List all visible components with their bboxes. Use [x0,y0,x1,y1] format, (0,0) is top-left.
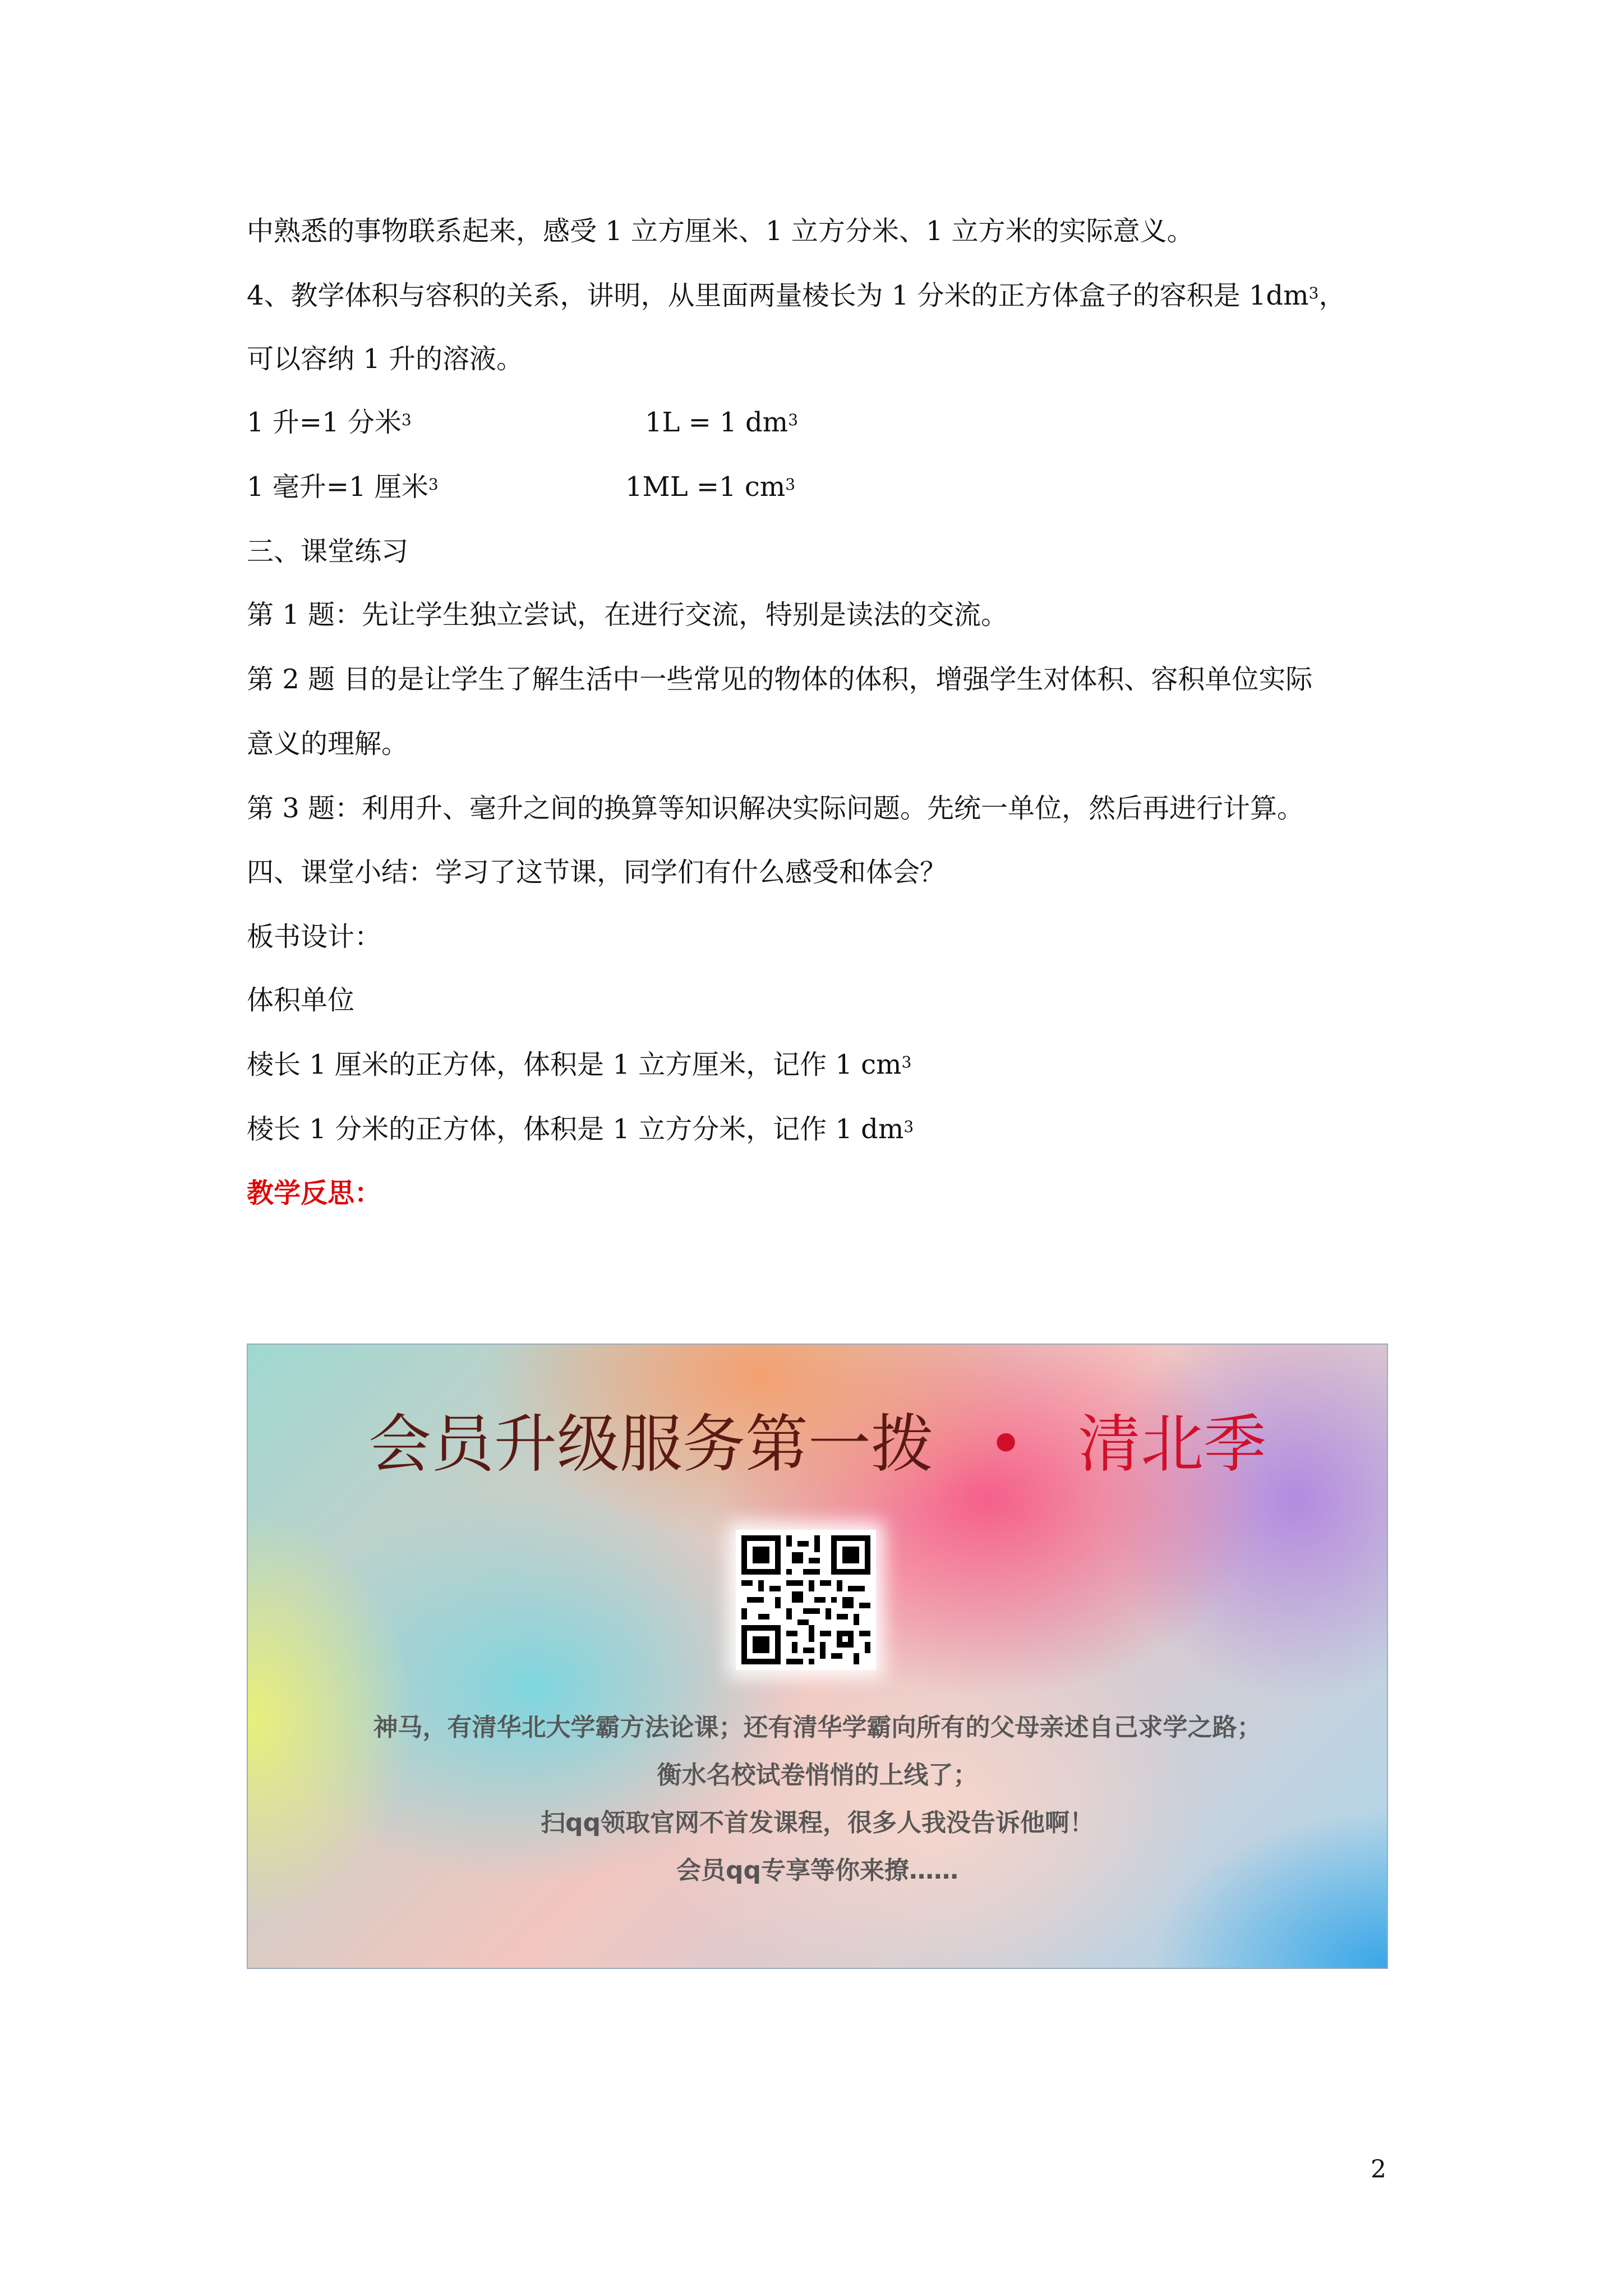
superscript: 3 [901,1053,912,1071]
formula-chinese: 1 升=1 分米 [247,407,402,438]
formula-line [247,470,796,504]
paragraph-line: 可以容纳 1 升的溶液。 [247,343,524,375]
banner-text-line: 衡水名校试卷悄悄的上线了； [657,1761,978,1789]
banner-text-line: 会员qq专享等你来撩…… [676,1856,958,1885]
qr-code-icon[interactable] [736,1530,876,1670]
banner-title [248,1405,1387,1484]
paragraph-line: 意义的理解。 [247,728,409,760]
formula-english [625,470,795,504]
paragraph-line: 体积单位 [247,984,355,1016]
banner-title-main: 会员升级服务第一拨 [368,1408,934,1481]
paragraph-line [247,1048,911,1082]
superscript: 3 [788,411,799,429]
paragraph-line [247,1112,914,1146]
text-run: ， [1318,280,1346,311]
section-heading: 三、课堂练习 [247,536,409,567]
text-run: 棱长 1 厘米的正方体，体积是 1 立方厘米，记作 1 cm [247,1049,902,1080]
text-run: 1L = 1 dm [645,407,789,438]
promo-banner[interactable] [247,1343,1388,1969]
superscript: 3 [428,475,439,494]
banner-title-separator: • [987,1408,1025,1481]
superscript: 3 [903,1117,914,1136]
page-number: 2 [1371,2155,1386,2184]
superscript: 3 [401,411,412,429]
formula-line [247,406,799,439]
banner-title-brand: 清北季 [1078,1408,1267,1481]
paragraph-line: 第 2 题 目的是让学生了解生活中一些常见的物体的体积，增强学生对体积、容积单位实际 [247,664,1313,695]
banner-text-line: 神马，有清华北大学霸方法论课；还有清华学霸向所有的父母亲述自己求学之路； [373,1713,1262,1742]
text-run: 棱长 1 分米的正方体，体积是 1 立方分米，记作 1 dm [247,1114,904,1145]
paragraph-line: 第 1 题：先让学生独立尝试，在进行交流，特别是读法的交流。 [247,599,1008,631]
paragraph-line: 中熟悉的事物联系起来，感受 1 立方厘米、1 立方分米、1 立方米的实际意义。 [247,215,1194,247]
banner-text-line: 扫qq领取官网不首发课程，很多人我没告诉他啊！ [541,1809,1094,1837]
paragraph-line: 第 3 题：利用升、毫升之间的换算等知识解决实际问题。先统一单位，然后再进行计算。 [247,793,1304,824]
superscript: 3 [785,475,796,494]
paragraph-line [247,279,1345,312]
text-run: 1ML =1 cm [625,471,786,503]
formula-english [645,406,798,439]
formula-chinese: 1 毫升=1 厘米 [247,471,428,503]
superscript: 3 [1308,284,1319,302]
reflection-heading: 教学反思： [247,1177,382,1209]
section-heading: 四、课堂小结：学习了这节课，同学们有什么感受和体会？ [247,857,947,888]
text-run: 4、教学体积与容积的关系，讲明，从里面两量棱长为 1 分米的正方体盒子的容积是 1dm [247,280,1309,311]
paragraph-line: 板书设计： [247,921,382,953]
